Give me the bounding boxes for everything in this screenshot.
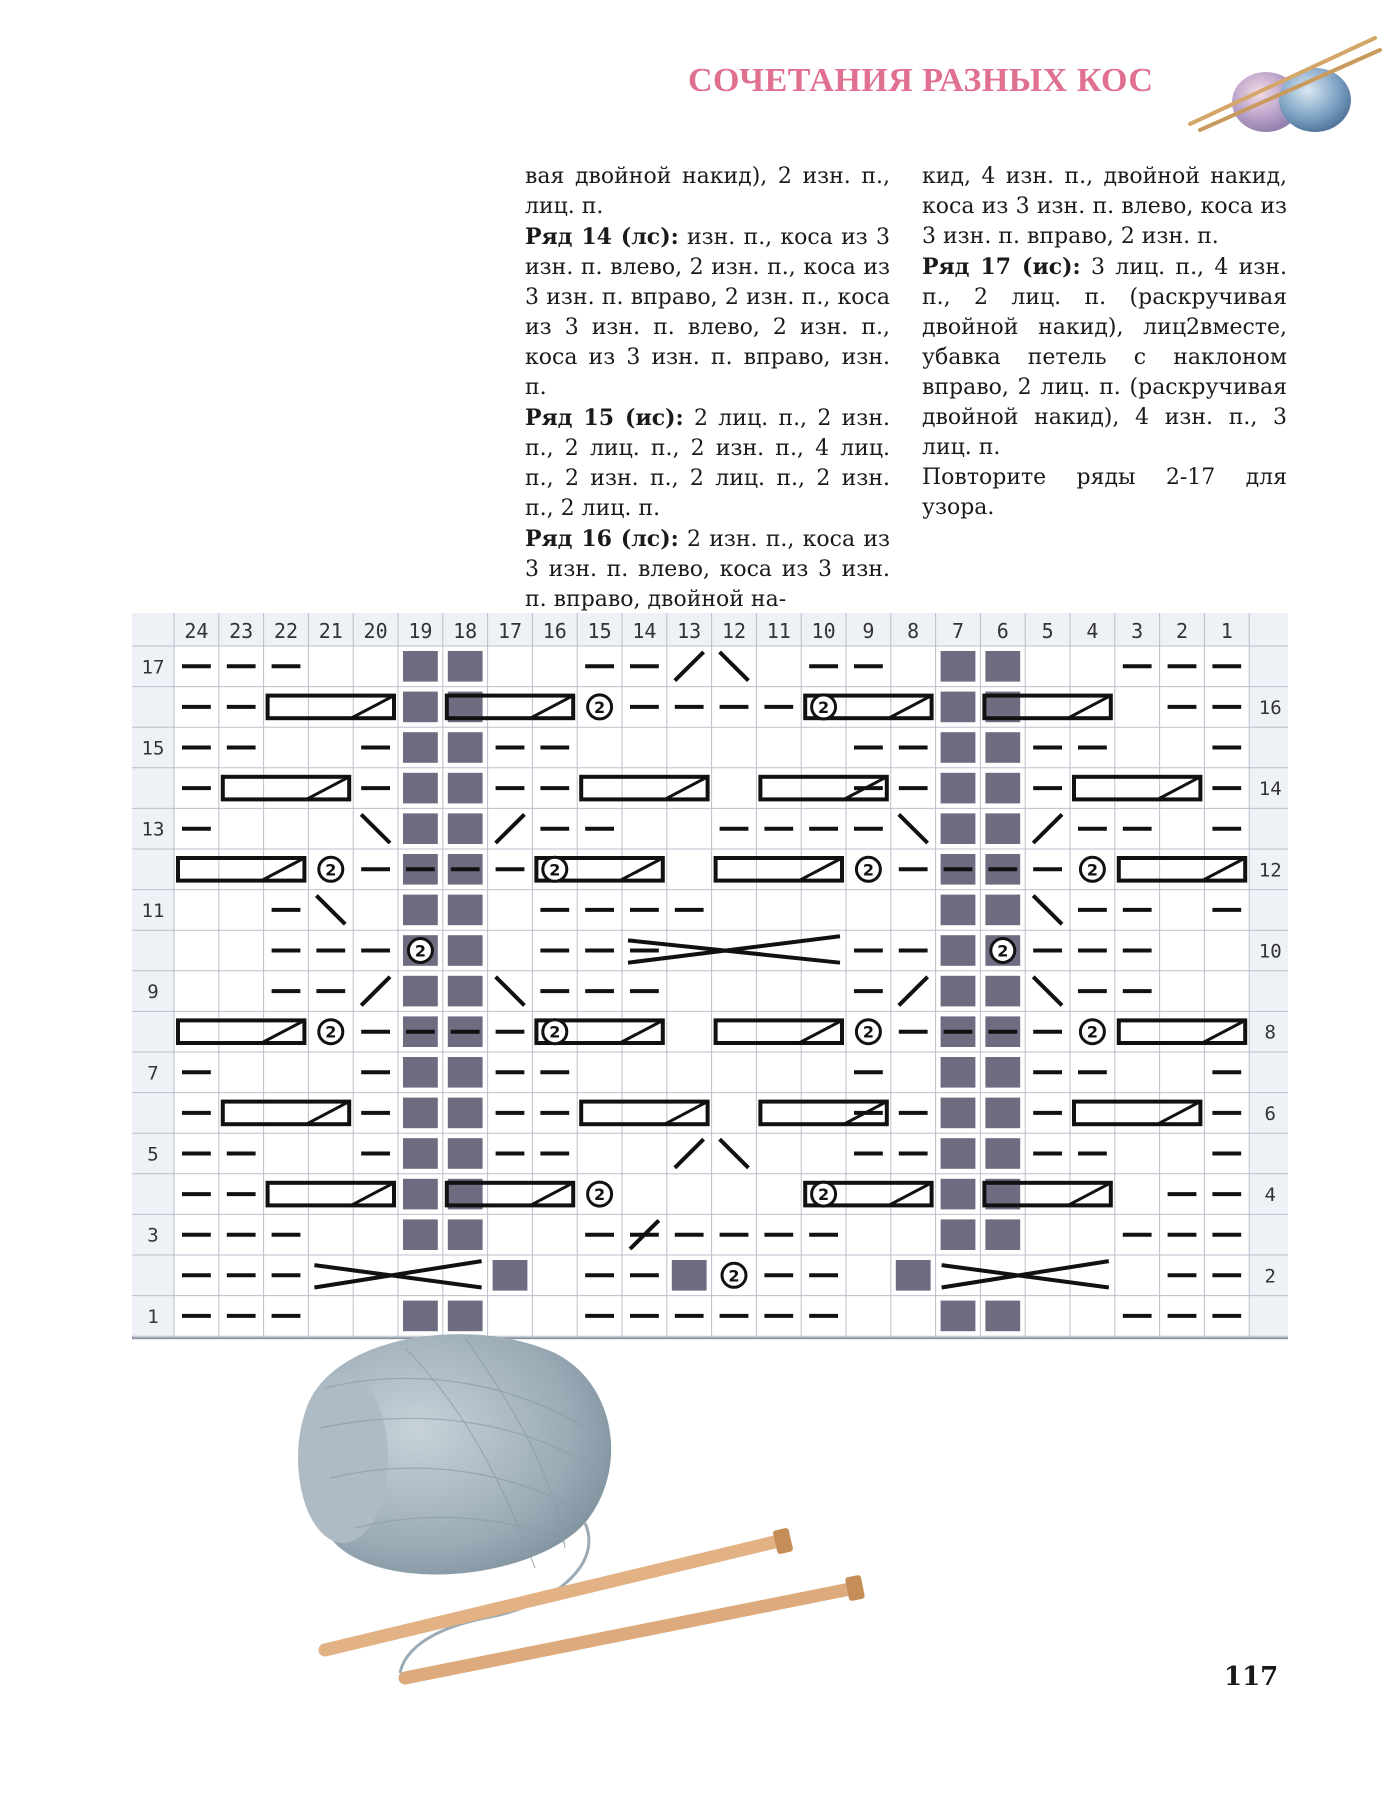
yarn-over-label: 2 <box>1086 1022 1098 1042</box>
shaded-stitch <box>941 1057 976 1088</box>
shaded-stitch <box>448 732 483 763</box>
shaded-stitch <box>672 1260 707 1291</box>
shaded-stitch <box>941 1219 976 1250</box>
instruction-text: 2 лиц. п., 2 изн. п., 2 лиц. п., 2 изн. п., 4 лиц. п., 2 изн. п., 2 лиц. п., 2 изн. п., 2 лиц. п. <box>525 406 890 521</box>
yarn-over-label: 2 <box>818 697 830 717</box>
column-number: 2 <box>1175 619 1189 643</box>
shaded-stitch <box>941 692 976 723</box>
yarn-over-label: 2 <box>728 1266 740 1286</box>
instruction-text: кид, 4 изн. п., двойной накид, коса из 3 изн. п. влево, коса из 3 изн. п. вправо, 2 изн. п. <box>922 164 1287 249</box>
shaded-stitch <box>403 773 438 804</box>
shaded-stitch <box>448 773 483 804</box>
shaded-stitch <box>985 1219 1020 1250</box>
shaded-stitch <box>448 813 483 844</box>
instruction-paragraph <box>922 463 1287 523</box>
instruction-paragraph <box>922 162 1287 252</box>
shaded-stitch <box>403 895 438 926</box>
instruction-paragraph <box>525 524 890 615</box>
instruction-paragraph <box>525 162 890 222</box>
column-number: 20 <box>363 619 388 643</box>
shaded-stitch <box>985 895 1020 926</box>
yarn-balls-icon <box>1170 20 1385 135</box>
shaded-stitch <box>941 1138 976 1169</box>
column-number: 8 <box>907 619 920 643</box>
shaded-stitch <box>941 773 976 804</box>
instruction-text: вая двойной накид), 2 изн. п., лиц. п. <box>525 164 890 219</box>
row-number-right: 2 <box>1264 1265 1276 1288</box>
shaded-stitch <box>941 1098 976 1129</box>
shaded-stitch <box>941 976 976 1007</box>
instruction-paragraph <box>525 403 890 524</box>
row-number-left: 11 <box>141 899 165 922</box>
instruction-text: 3 лиц. п., 4 изн. п., 2 лиц. п. (раскручивая двойной накид), лиц2вместе, убавка петель с наклоном вправо, 2 лиц. п. (раскручивая двойной накид), 4 изн. п., 3 лиц. п. <box>922 255 1287 460</box>
row-number-right: 16 <box>1258 696 1282 719</box>
shaded-stitch <box>448 1057 483 1088</box>
shaded-stitch <box>941 895 976 926</box>
shaded-stitch <box>403 1098 438 1129</box>
shaded-stitch <box>941 1179 976 1210</box>
yarn-over-label: 2 <box>862 860 874 880</box>
yarn-over-label: 2 <box>325 1022 337 1042</box>
row-number-left: 15 <box>141 737 165 760</box>
column-number: 21 <box>318 619 343 643</box>
column-number: 14 <box>632 619 657 643</box>
row-number-left: 9 <box>147 981 159 1004</box>
column-number: 12 <box>721 619 747 643</box>
row-label: Ряд 15 (ис): <box>525 405 684 431</box>
shaded-stitch <box>896 1260 931 1291</box>
chart-right-band <box>1249 646 1288 1336</box>
column-number: 3 <box>1131 619 1144 643</box>
yarn-over-label: 2 <box>549 1022 561 1042</box>
section-title: СОЧЕТАНИЯ РАЗНЫХ КОС <box>688 62 1154 99</box>
column-number: 9 <box>862 619 875 643</box>
shaded-stitch <box>941 651 976 682</box>
row-number-left: 1 <box>147 1305 159 1328</box>
column-number: 11 <box>766 619 791 643</box>
instruction-paragraph <box>525 222 890 403</box>
shaded-stitch <box>448 1219 483 1250</box>
shaded-stitch <box>985 976 1020 1007</box>
column-number: 17 <box>497 619 523 643</box>
shaded-stitch <box>448 1138 483 1169</box>
shaded-stitch <box>448 651 483 682</box>
shaded-stitch <box>448 976 483 1007</box>
column-number: 16 <box>542 619 567 643</box>
column-number: 19 <box>408 619 433 643</box>
column-number: 24 <box>184 619 209 643</box>
yarn-over-label: 2 <box>325 860 337 880</box>
column-number: 5 <box>1041 619 1054 643</box>
shaded-stitch <box>941 732 976 763</box>
yarn-over-label: 2 <box>549 860 561 880</box>
yarn-over-label: 2 <box>862 1022 874 1042</box>
shaded-stitch <box>941 813 976 844</box>
row-number-right: 10 <box>1258 940 1282 963</box>
column-number: 1 <box>1220 619 1233 643</box>
shaded-stitch <box>985 1301 1020 1332</box>
shaded-stitch <box>941 935 976 966</box>
row-number-right: 8 <box>1264 1021 1276 1044</box>
shaded-stitch <box>985 1057 1020 1088</box>
shaded-stitch <box>403 1057 438 1088</box>
shaded-stitch <box>985 1138 1020 1169</box>
column-number: 23 <box>229 619 254 643</box>
shaded-stitch <box>403 692 438 723</box>
shaded-stitch <box>403 651 438 682</box>
yarn-over-label: 2 <box>1086 860 1098 880</box>
column-number: 13 <box>677 619 702 643</box>
yarn-over-label: 2 <box>997 941 1009 961</box>
shaded-stitch <box>448 895 483 926</box>
yarn-over-label: 2 <box>818 1185 830 1205</box>
instruction-text: 2 изн. п., коса из 3 изн. п. влево, коса из 3 изн. п. вправо, двойной на- <box>525 527 890 612</box>
knitting-chart <box>132 613 1288 1341</box>
row-label: Ряд 17 (ис): <box>922 254 1081 280</box>
yarn-over-label: 2 <box>594 697 606 717</box>
instructions-column-right <box>922 162 1287 523</box>
instructions-column-left <box>525 162 890 615</box>
row-number-left: 3 <box>147 1224 159 1247</box>
row-number-left: 5 <box>147 1143 159 1166</box>
shaded-stitch <box>403 1219 438 1250</box>
row-label: Ряд 14 (лс): <box>525 224 679 250</box>
row-label: Ряд 16 (лс): <box>525 526 679 552</box>
column-number: 4 <box>1086 619 1099 643</box>
instruction-paragraph <box>922 252 1287 463</box>
shaded-stitch <box>493 1260 528 1291</box>
column-number: 22 <box>273 619 299 643</box>
row-number-left: 7 <box>147 1062 159 1085</box>
shaded-stitch <box>403 813 438 844</box>
row-number-right: 4 <box>1264 1184 1276 1207</box>
row-number-right: 12 <box>1258 859 1282 882</box>
yarn-over-label: 2 <box>414 941 426 961</box>
row-number-right: 14 <box>1258 778 1282 801</box>
column-number: 7 <box>951 619 965 643</box>
shaded-stitch <box>403 732 438 763</box>
shaded-stitch <box>941 1301 976 1332</box>
yarn-and-needles-photo <box>285 1318 885 1708</box>
column-number: 15 <box>587 619 612 643</box>
shaded-stitch <box>985 1098 1020 1129</box>
row-number-right: 6 <box>1264 1102 1276 1125</box>
instruction-text: изн. п., коса из 3 изн. п. влево, 2 изн. п., коса из 3 изн. п. вправо, 2 изн. п., коса из 3 изн. п. влево, 2 изн. п., коса из 3 изн. п. вправо, изн. п. <box>525 225 890 400</box>
shaded-stitch <box>403 1138 438 1169</box>
shaded-stitch <box>985 732 1020 763</box>
shaded-stitch <box>403 976 438 1007</box>
shaded-stitch <box>448 935 483 966</box>
shaded-stitch <box>403 1179 438 1210</box>
shaded-stitch <box>985 651 1020 682</box>
shaded-stitch <box>985 813 1020 844</box>
column-number: 18 <box>453 619 478 643</box>
row-number-left: 17 <box>141 656 165 679</box>
shaded-stitch <box>448 1098 483 1129</box>
row-number-left: 13 <box>141 818 165 841</box>
shaded-stitch <box>985 773 1020 804</box>
column-number: 6 <box>996 619 1009 643</box>
instruction-text: Повторите ряды 2-17 для узора. <box>922 465 1287 520</box>
yarn-over-label: 2 <box>594 1185 606 1205</box>
column-number: 10 <box>811 619 836 643</box>
page-number: 117 <box>1224 1662 1279 1692</box>
